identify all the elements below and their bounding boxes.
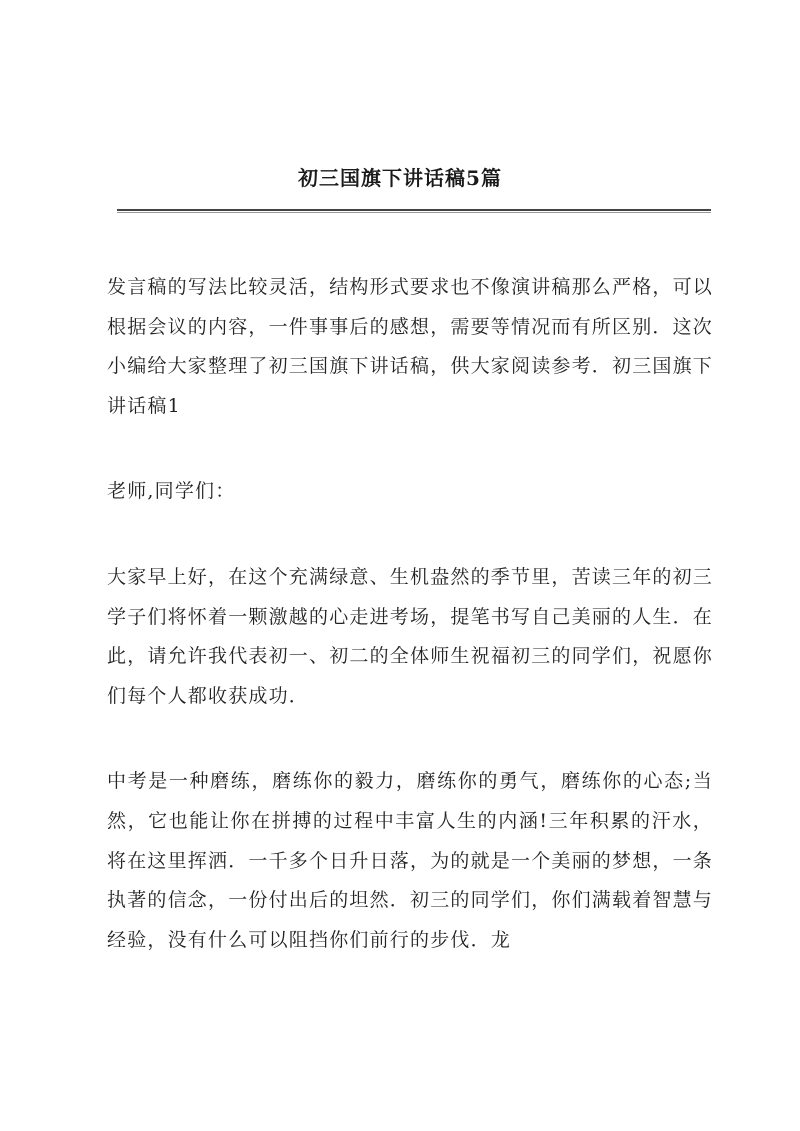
greeting-paragraph: 老师,同学们： <box>107 480 236 503</box>
body-paragraph: 大家早上好，在这个充满绿意、生机盎然的季节里，苦读三年的初三学子们将怀着一颗激越的心走进考场，提笔书写自己美丽的人生．在此，请允许我代表初一、初二的全体师生祝福初三的同学们，祝愿你们每个人都收获成功． <box>107 565 714 707</box>
document-title: 初三国旗下讲话稿5篇 <box>298 166 502 190</box>
document-body <box>107 268 713 1006</box>
body-paragraph: 中考是一种磨练，磨练你的毅力，磨练你的勇气，磨练你的心态;当然，它也能让你在拼搏的过程中丰富人生的内涵!三年积累的汗水，将在这里挥洒．一千多个日升日落，为的就是一个美丽的梦想，一条执著的信念，一份付出后的坦然．初三的同学们，你们满载着智慧与经验，没有什么可以阻挡你们前行的步伐．龙 <box>107 770 714 951</box>
intro-paragraph: 发言稿的写法比较灵活，结构形式要求也不像演讲稿那么严格，可以根据会议的内容，一件事事后的感想，需要等情况而有所区别．这次小编给大家整理了初三国旗下讲话稿，供大家阅读参考．初三国旗下讲话稿1 <box>107 276 714 417</box>
title-divider <box>117 209 711 213</box>
